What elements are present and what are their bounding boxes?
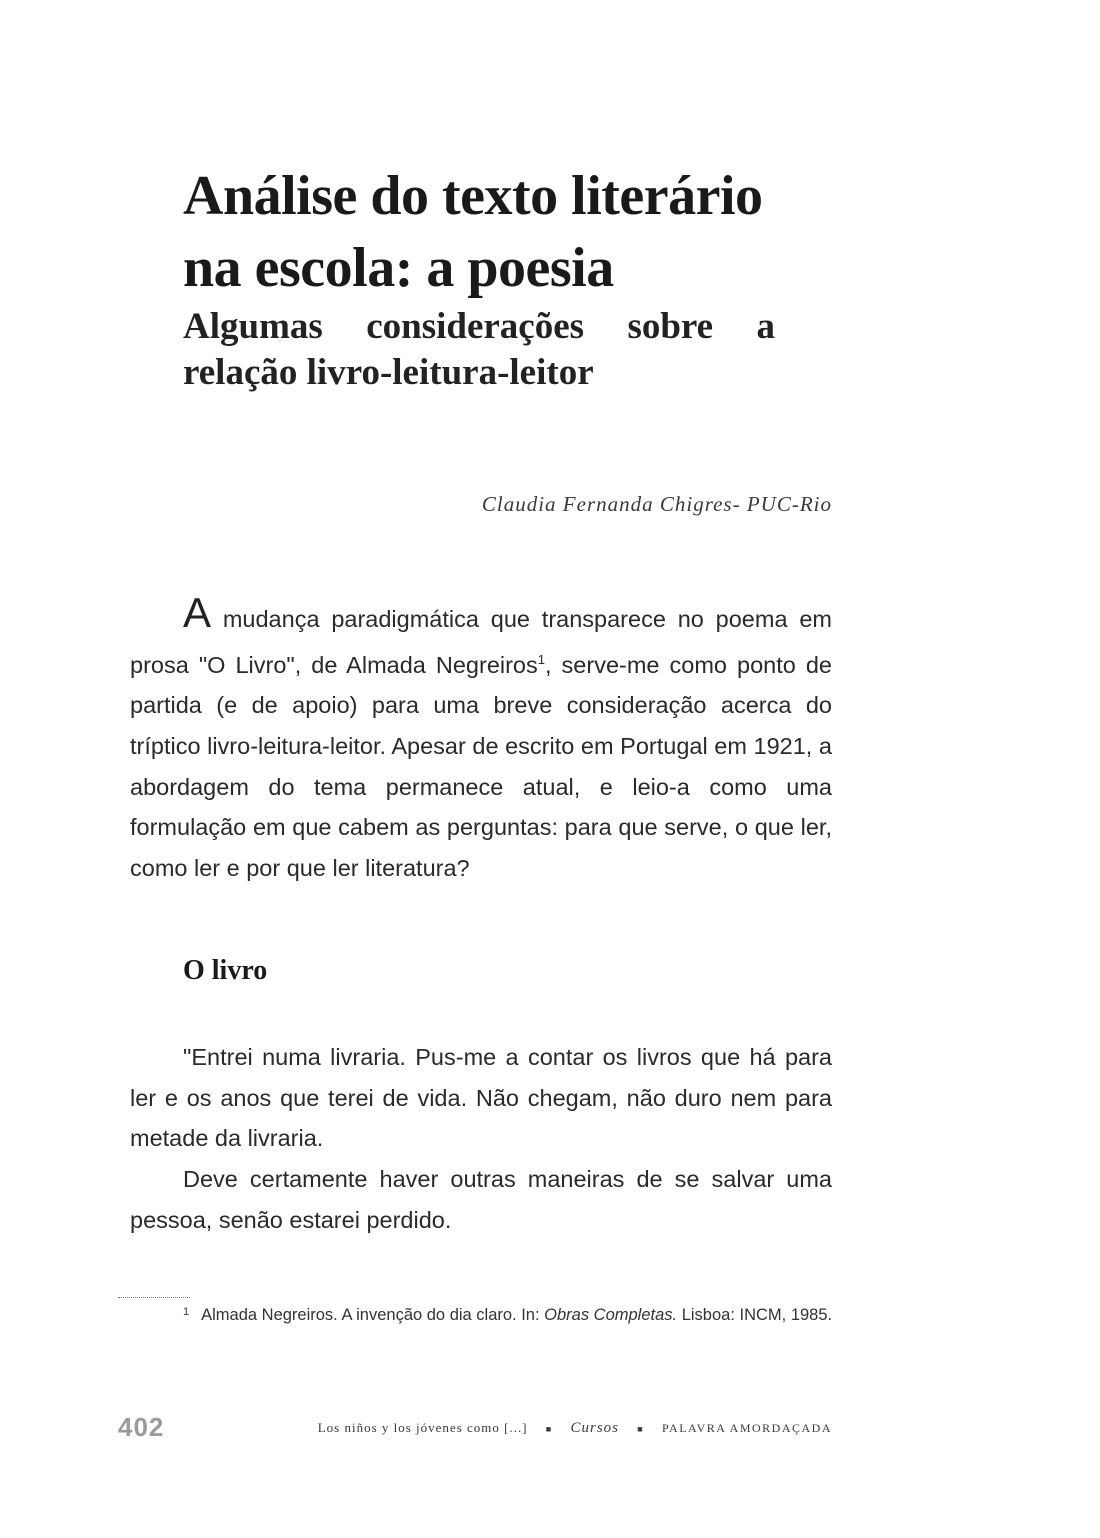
subtitle-line-2: relação livro-leitura-leitor <box>183 352 594 393</box>
footnote <box>183 1306 832 1325</box>
page-number: 402 <box>118 1412 165 1442</box>
footer-book-title: Los niños y los jóvenes como [...] <box>317 1420 528 1435</box>
footnote-divider <box>118 1297 190 1298</box>
footnote-number: 1 <box>183 1306 190 1318</box>
subtitle-line-1: Algumas considerações sobre a <box>183 306 775 347</box>
title-line-1: Análise do texto literário <box>183 165 763 227</box>
drop-cap: A <box>183 589 212 636</box>
quote-paragraph-1: "Entrei numa livraria. Pus-me a contar os livros que há para ler e os anos que terei de vida. Não chegam, não duro nem para metade da livraria. <box>130 1044 832 1152</box>
footer-section: Cursos <box>570 1420 620 1436</box>
title-line-2: na escola: a poesia <box>183 237 614 299</box>
running-footer <box>318 1420 832 1437</box>
intro-text-part-2: , serve-me como ponto de partida (e de apoio) para uma breve consideração acerca do tríptico livro-leitura-leitor. Apesar de escrito em Portugal em 1921, a abordagem do tema permanece atual, e leio-a como uma formulação em que cabem as perguntas: para que serve, o que ler, como ler e por que ler literatura? <box>130 651 832 882</box>
article-title <box>183 160 883 304</box>
footnote-text-after: Lisboa: INCM, 1985. <box>677 1306 833 1324</box>
footer-chapter: PALAVRA AMORDAÇADA <box>661 1421 832 1435</box>
intro-text-part-1: mudança paradigmática que transparece no poema em prosa "O Livro", de Almada Negreiros <box>130 606 832 678</box>
footer-separator-icon: ■ <box>637 1424 644 1435</box>
quote-paragraph-2: Deve certamente haver outras maneiras de se salvar uma pessoa, senão estarei perdido. <box>130 1166 832 1233</box>
footnote-text-before: Almada Negreiros. A invenção do dia claro. In: <box>201 1306 545 1324</box>
section-heading: O livro <box>183 955 268 986</box>
article-subtitle <box>183 304 883 396</box>
intro-paragraph <box>130 589 832 889</box>
footnote-reference[interactable]: 1 <box>537 651 545 667</box>
author-byline: Claudia Fernanda Chigres- PUC-Rio <box>481 492 832 516</box>
footer-separator-icon: ■ <box>545 1424 553 1435</box>
footnote-work-title: Obras Completas. <box>544 1306 678 1324</box>
